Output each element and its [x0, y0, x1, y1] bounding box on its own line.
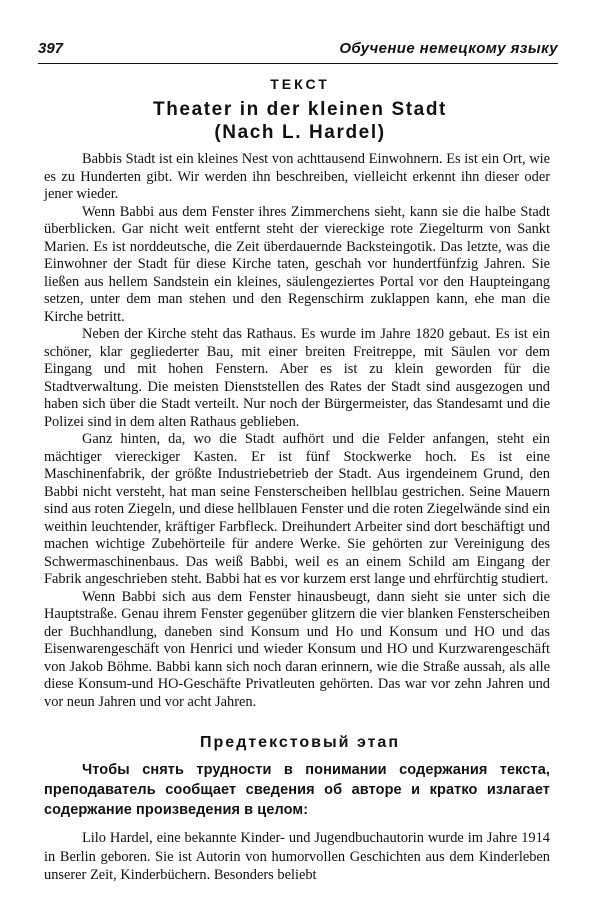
paragraph: Babbis Stadt ist ein kleines Nest von achttausend Einwohnern. Es ist ein Ort, wie es zu Hunderten gibt. Wir werden ihn beschreiben, vielleicht erkennt ihn dieser oder jener wieder.	[44, 151, 550, 202]
paragraph: Ganz hinten, da, wo die Stadt aufhört und die Felder anfangen, steht ein mächtiger viereckiger Kasten. Er ist fünf Stockwerke hoch. Es ist eine Maschinenfabrik, der größte Industriebetrieb der Stadt. Aus irgendeinem Grund, den Babbi nicht versteht, hat man seine Fensterscheiben hellblau gestrichen. Seine Mauern sind aus roten Ziegeln, und diese hellblauen Fenster und die roten Ziegelwände sind ein weithin leuchtender, kräftiger Farbfleck. Dreihundert Arbeiter sind dort beschäftigt und machen wichtige Zubehörteile für andere Werke. Sie gehörten zur Vereinigung des Schwermaschinenbaus. Das weiß Babbi, weil es an einem Schild am Eingang der Fabrik angeschrieben steht. Babbi hat es vor kurzem erst lange und ehrfürchtig studiert.	[44, 431, 550, 587]
intro-text	[44, 760, 550, 820]
header-rule	[38, 63, 558, 64]
page-header	[38, 38, 558, 60]
title-line-1: Theater in der kleinen Stadt	[153, 99, 447, 120]
german-text	[44, 151, 550, 711]
bio-text	[44, 829, 550, 885]
bio-paragraph: Lilo Hardel, eine bekannte Kinder- und Jugendbuchautorin wurde im Jahre 1914 in Berlin geboren. Sie ist Autorin von humorvollen Geschichten aus dem Kinderleben unserer Zeit, Kinderbüchern. Besonders beliebt	[44, 830, 550, 883]
section-heading: Предтекстовый этап	[200, 734, 400, 751]
intro-paragraph: Чтобы снять трудности в понимании содержания текста, преподаватель сообщает сведения об авторе и кратко излагает содержание произведения в целом:	[44, 762, 550, 818]
page-number: 397	[38, 40, 64, 57]
paragraph: Wenn Babbi aus dem Fenster ihres Zimmerchens sieht, kann sie die halbe Stadt überblicken. Gar nicht weit entfernt steht der viereckige rote Ziegelturm von Sankt Marien. Es ist norddeutsche, die Zeit überdauernde Backsteingotik. Das letzte, was die Einwohner der Stadt für diese Kirche taten, geschah vor hundertfünfzig Jahren. Sie ließen aus hellem Sandstein ein kleines, säulengeziertes Portal vor den Haupteingang setzen, unter dem man stehen und den Regenschirm zuklappen kann, ehe man die Kirche betritt.	[44, 203, 550, 325]
running-title: Обучение немецкому языку	[339, 40, 558, 57]
title-line-2: (Nach L. Hardel)	[214, 122, 386, 143]
text-title	[0, 98, 600, 144]
paragraph: Neben der Kirche steht das Rathaus. Es wurde im Jahre 1820 gebaut. Es ist ein schöner, klar gegliederter Bau, mit einer breiten Freitreppe, mit Säulen vor dem Eingang und mit hohen Fenstern. Aber es ist zu klein geworden für die Stadtverwaltung. Die meisten Dienststellen des Rates der Stadt sind ausgezogen und haben sich über die Stadt verteilt. Nur noch der Bürgermeister, das Standesamt und die Polizei sind in dem alten Rathaus geblieben.	[44, 326, 550, 430]
paragraph: Wenn Babbi sich aus dem Fenster hinausbeugt, dann sieht sie unter sich die Hauptstraße. Genau ihrem Fenster gegenüber glitzern die vier blanken Fensterscheiben der Buchhandlung, daneben sind Konsum und Ho und Konsum und HO und das Eisenwarengeschäft von Henrici und wieder Konsum und HO und Kurzwarengeschäft von Jakob Böhme. Babbi kann sich noch daran erinnern, wie die Straße aussah, als alle diese Konsum-und HO-Geschäfte Privatleuten gehörten. Das war vor zehn Jahren und vor neun Jahren und vor acht Jahren.	[44, 588, 550, 710]
section-label: ТЕКСТ	[270, 76, 330, 92]
